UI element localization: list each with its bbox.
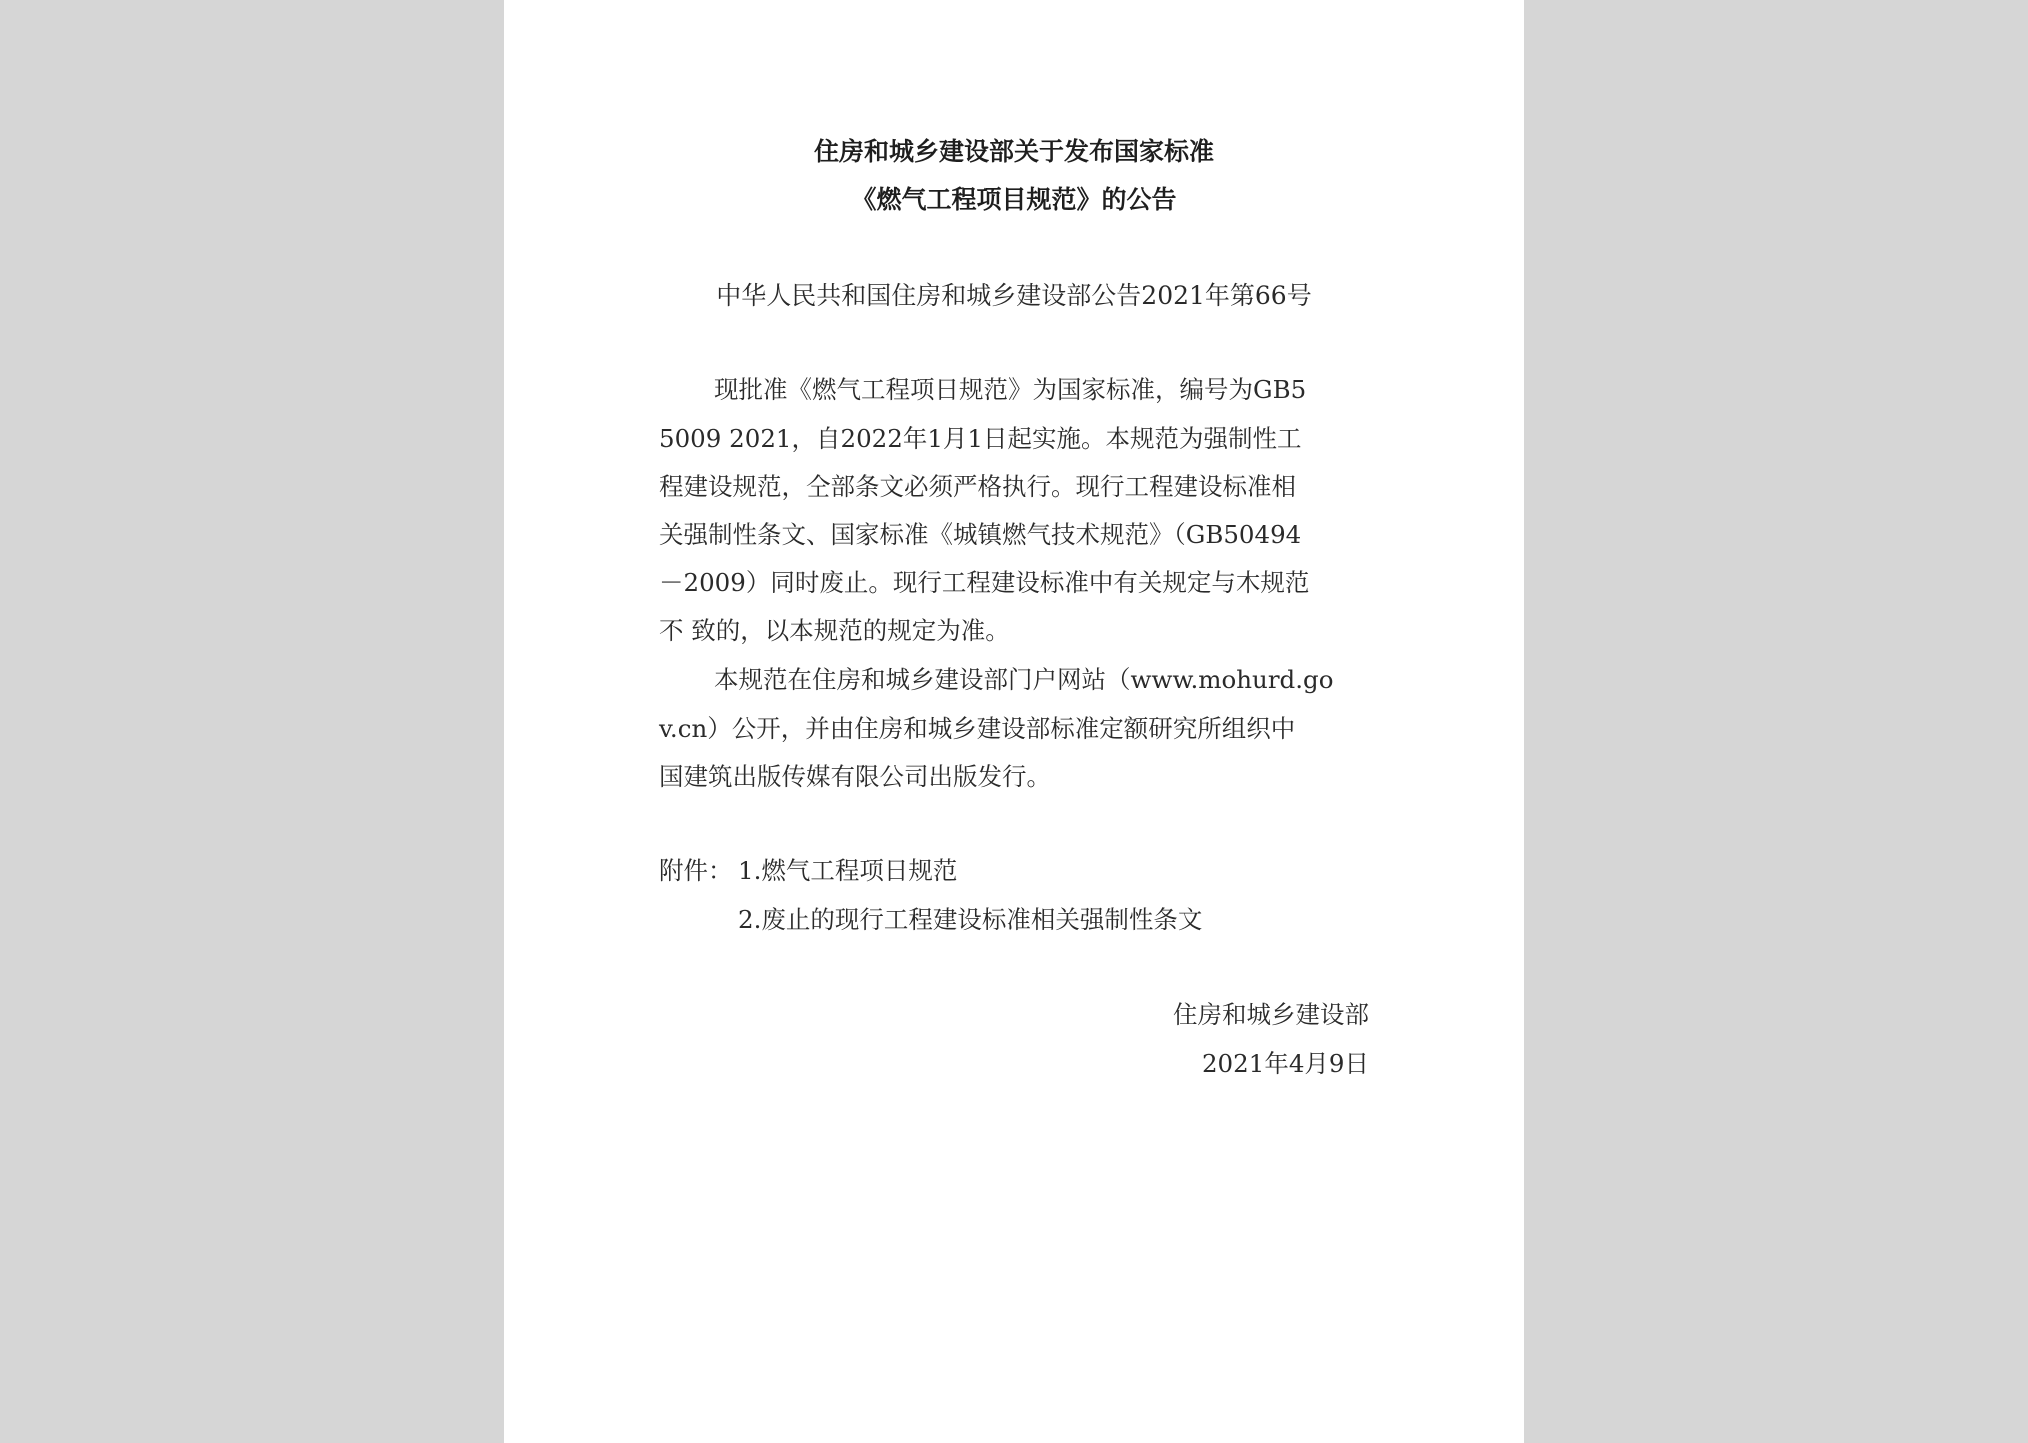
attachment-item-2: 2.废止的现行工程建设标准相关强制性条文 — [738, 905, 1203, 934]
paragraph-2-line-1: 本规范在住房和城乡建设部门户网站（www.mohurd.go — [714, 665, 1334, 694]
paragraph-1-line-1: 现批准《燃气工程项日规范》为国家标准，编号为GB5 — [714, 375, 1307, 404]
paragraph-2-line-3: 国建筑出版传媒有限公司出版发行。 — [659, 762, 1051, 791]
document-page — [504, 0, 1524, 1443]
page-title-line-1: 住房和城乡建设部关于发布国家标准 — [813, 137, 1214, 166]
paragraph-1-line-4: 关强制性条文、国家标准《城镇燃气技术规范》（GB50494 — [659, 520, 1302, 549]
page-title-line-2: 《燃气工程项目规范》的公告 — [851, 185, 1177, 214]
paragraph-1-line-5: －2009）同时废止。现行工程建设标准中有关规定与木规范 — [659, 568, 1310, 597]
paragraph-1-line-2: 5009 2021，自2022年1月1日起实施。本规范为强制性工 — [659, 424, 1302, 453]
issuer-signature: 住房和城乡建设部 — [1173, 1000, 1369, 1029]
paragraph-2-line-2: v.cn）公开，并由住房和城乡建设部标准定额研究所组织中 — [659, 714, 1296, 743]
paragraph-1-line-6: 不 致的，以本规范的规定为准。 — [659, 616, 1010, 645]
attachments-label: 附件： — [659, 856, 733, 885]
paragraph-1-line-3: 程建设规范，仝部条文必须严格执行。现行工程建设标准相 — [659, 472, 1296, 501]
announcement-number: 中华人民共和国住房和城乡建设部公告2021年第66号 — [716, 281, 1312, 310]
attachment-item-1: 1.燃气工程项日规范 — [738, 856, 958, 885]
issue-date: 2021年4月9日 — [1201, 1049, 1369, 1078]
